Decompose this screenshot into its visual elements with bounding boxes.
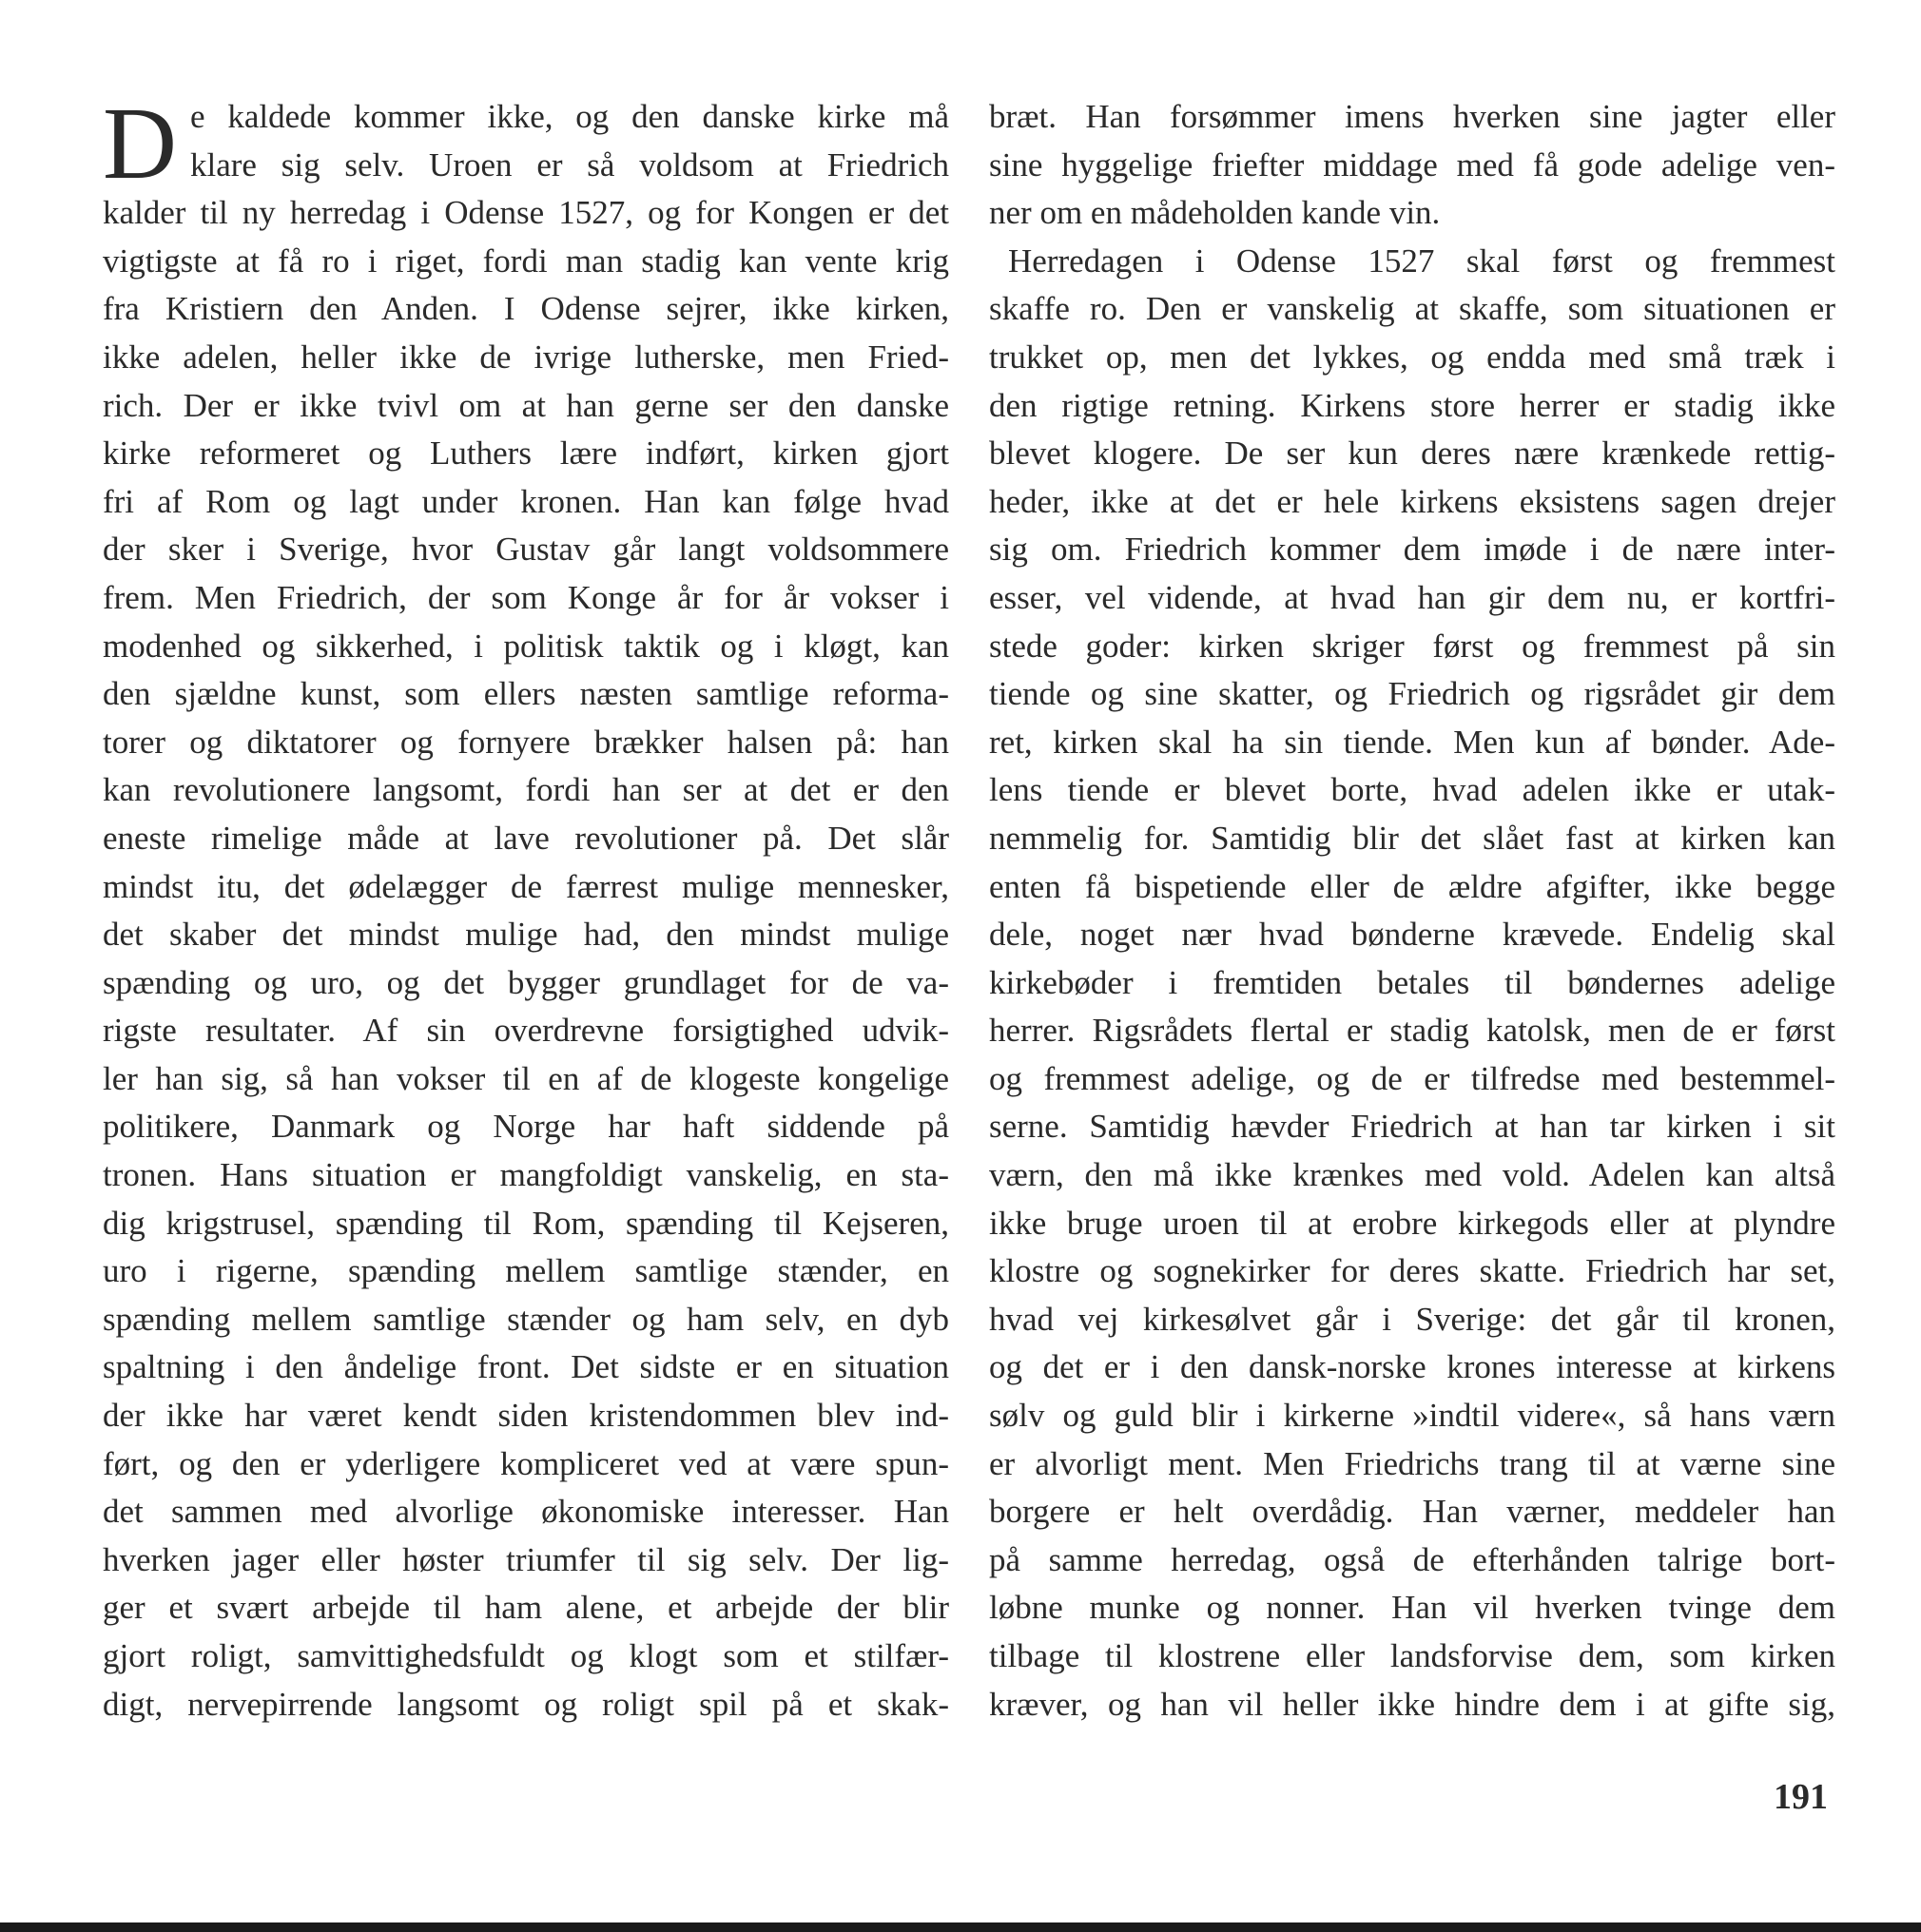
text-line: rigste resultater. Af sin overdrevne forsigtighed udvik-	[103, 1012, 949, 1050]
text-line: ler han sig, så han vokser til en af de klogeste kongelige	[103, 1059, 949, 1097]
text-line: kræver, og han vil heller ikke hindre dem i at gifte sig,	[989, 1685, 1835, 1723]
text-line: spaltning i den åndelige front. Det sidste er en situation	[103, 1348, 949, 1386]
text-line: den rigtige retning. Kirkens store herrer er stadig ikke	[989, 386, 1835, 424]
text-line: tilbage til klostrene eller landsforvise dem, som kirken	[989, 1637, 1835, 1674]
text-line: torer og diktatorer og fornyere brækker halsen på: han	[103, 723, 949, 761]
text-line: dele, noget nær hvad bønderne krævede. Endelig skal	[989, 916, 1835, 954]
text-line: eneste rimelige måde at lave revolutioner på. Det slår	[103, 819, 949, 857]
text-line: digt, nervepirrende langsomt og roligt spil på et skak-	[103, 1685, 949, 1723]
text-line: rich. Der er ikke tvivl om at han gerne ser den danske	[103, 386, 949, 424]
text-line: heder, ikke at det er hele kirkens eksistens sagen drejer	[989, 482, 1835, 520]
text-line: bræt. Han forsømmer imens hverken sine jagter eller	[989, 98, 1835, 135]
text-line: esser, vel vidende, at hvad han gir dem nu, er kortfri-	[989, 578, 1835, 616]
text-line: der sker i Sverige, hvor Gustav går langt voldsommere	[103, 531, 949, 569]
text-line: ret, kirken skal ha sin tiende. Men kun af bønder. Ade-	[989, 723, 1835, 761]
text-line: tiende og sine skatter, og Friedrich og rigsrådet gir dem	[989, 675, 1835, 713]
text-line: Herredagen i Odense 1527 skal først og fremmest	[1008, 242, 1835, 280]
text-line: der ikke har været kendt siden kristendommen blev ind-	[103, 1397, 949, 1435]
text-line: mindst itu, det ødelægger de færrest mulige mennesker,	[103, 867, 949, 905]
text-line: borgere er helt overdådig. Han værner, meddeler han	[989, 1493, 1835, 1531]
text-line: hverken jager eller høster triumfer til sig selv. Der lig-	[103, 1540, 949, 1578]
text-line: på samme herredag, også de efterhånden talrige bort-	[989, 1540, 1835, 1578]
text-line: sølv og guld blir i kirkerne »indtil videre«, så hans værn	[989, 1397, 1835, 1435]
text-line: ikke bruge uroen til at erobre kirkegods eller at plyndre	[989, 1204, 1835, 1242]
text-line: enten få bispetiende eller de ældre afgifter, ikke begge	[989, 867, 1835, 905]
text-line: nemmelig for. Samtidig blir det slået fast at kirken kan	[989, 819, 1835, 857]
text-line: klostre og sognekirker for deres skatte. Friedrich har set,	[989, 1252, 1835, 1290]
text-line: serne. Samtidig hævder Friedrich at han tar kirken i sit	[989, 1108, 1835, 1146]
text-line: kan revolutionere langsomt, fordi han ser at det er den	[103, 771, 949, 809]
text-line: e kaldede kommer ikke, og den danske kirke må	[190, 98, 949, 135]
text-line: frem. Men Friedrich, der som Konge år for år vokser i	[103, 578, 949, 616]
right-text-column	[989, 93, 1835, 1729]
text-line: og fremmest adelige, og de er tilfredse med bestemmel-	[989, 1059, 1835, 1097]
text-line: blevet klogere. De ser kun deres nære krænkede rettig-	[989, 435, 1835, 473]
text-line: ger et svært arbejde til ham alene, et arbejde der blir	[103, 1589, 949, 1627]
text-line: og det er i den dansk-norske krones interesse at kirkens	[989, 1348, 1835, 1386]
text-line: det sammen med alvorlige økonomiske interesser. Han	[103, 1493, 949, 1531]
text-line: dig krigstrusel, spænding til Rom, spænding til Kejseren,	[103, 1204, 949, 1242]
text-line: værn, den må ikke krænkes med vold. Adelen kan altså	[989, 1156, 1835, 1194]
text-line: kalder til ny herredag i Odense 1527, og for Kongen er det	[103, 194, 949, 232]
text-line: klare sig selv. Uroen er så voldsom at Friedrich	[190, 145, 949, 184]
left-text-column	[103, 87, 949, 1729]
text-line: gjort roligt, samvittighedsfuldt og klogt som et stilfær-	[103, 1637, 949, 1674]
text-line: fra Kristiern den Anden. I Odense sejrer, ikke kirken,	[103, 290, 949, 328]
text-line: spænding mellem samtlige stænder og ham selv, en dyb	[103, 1300, 949, 1338]
page-number: 191	[1774, 1777, 1828, 1817]
text-line: spænding og uro, og det bygger grundlaget for de va-	[103, 963, 949, 1001]
text-line: skaffe ro. Den er vanskelig at skaffe, som situationen er	[989, 290, 1835, 328]
text-line: ner om en mådeholden kande vin.	[989, 194, 1441, 232]
text-line: ikke adelen, heller ikke de ivrige lutherske, men Fried-	[103, 338, 949, 376]
text-line: vigtigste at få ro i riget, fordi man stadig kan vente krig	[103, 242, 949, 280]
text-line: politikere, Danmark og Norge har haft siddende på	[103, 1108, 949, 1146]
text-line: trukket op, men det lykkes, og endda med små træk i	[989, 338, 1835, 376]
text-line: kirke reformeret og Luthers lære indført, kirken gjort	[103, 435, 949, 473]
text-line: uro i rigerne, spænding mellem samtlige stænder, en	[103, 1252, 949, 1290]
text-line: stede goder: kirken skriger først og fremmest på sin	[989, 627, 1835, 665]
bottom-edge-divider	[0, 1922, 1921, 1932]
text-line: sine hyggelige friefter middage med få gode adelige ven-	[989, 145, 1835, 184]
text-line: lens tiende er blevet borte, hvad adelen ikke er utak-	[989, 771, 1835, 809]
text-line: den sjældne kunst, som ellers næsten samtlige reforma-	[103, 675, 949, 713]
text-line: modenhed og sikkerhed, i politisk taktik og i kløgt, kan	[103, 627, 949, 665]
text-line: løbne munke og nonner. Han vil hverken tvinge dem	[989, 1589, 1835, 1627]
text-line: herrer. Rigsrådets flertal er stadig katolsk, men de er først	[989, 1012, 1835, 1050]
text-line: fri af Rom og lagt under kronen. Han kan følge hvad	[103, 482, 949, 520]
drop-cap: D	[103, 87, 177, 201]
text-line: kirkebøder i fremtiden betales til bøndernes adelige	[989, 963, 1835, 1001]
text-line: ført, og den er yderligere kompliceret ved at være spun-	[103, 1444, 949, 1482]
text-line: tronen. Hans situation er mangfoldigt vanskelig, en sta-	[103, 1156, 949, 1194]
text-line: sig om. Friedrich kommer dem imøde i de nære inter-	[989, 531, 1835, 569]
text-line: det skaber det mindst mulige had, den mindst mulige	[103, 916, 949, 954]
text-line: er alvorligt ment. Men Friedrichs trang til at værne sine	[989, 1444, 1835, 1482]
text-line: hvad vej kirkesølvet går i Sverige: det går til kronen,	[989, 1300, 1835, 1338]
